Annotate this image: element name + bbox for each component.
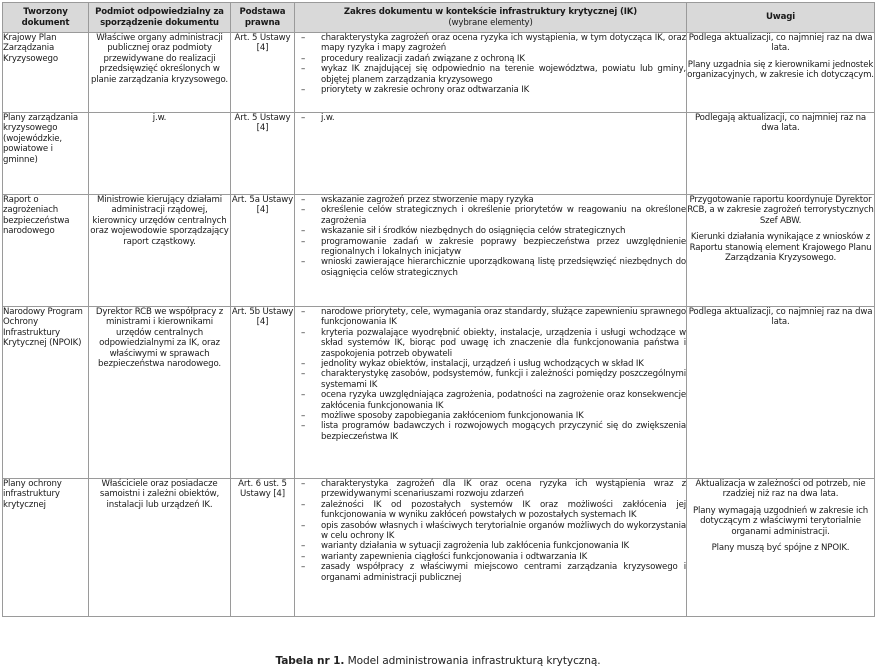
scope-item: – zależności IK od pozostałych systemów IK oraz możliwości zakłócenia jej funkcjonowania w wyniku zakłóceń powstałych w pozostałych systemach IK bbox=[295, 500, 686, 521]
legal-basis: Art. 5 Ustawy [4] bbox=[231, 113, 295, 195]
scope-item: – warianty działania w sytuacji zagrożenia lub zakłócenia funkcjonowania IK bbox=[295, 541, 686, 551]
scope-list bbox=[295, 113, 686, 123]
responsible-entity: Dyrektor RCB we współpracy z ministrami i kierownikami urzędów centralnych odpowiedzialnymi za IK, oraz właściwymi w sprawach bezpieczeństwa narodowego. bbox=[89, 307, 231, 479]
notes-cell bbox=[687, 113, 875, 195]
header-document: Tworzony dokument bbox=[3, 3, 89, 33]
table-row bbox=[3, 33, 875, 113]
legal-basis: Art. 6 ust. 5 Ustawy [4] bbox=[231, 479, 295, 617]
note-paragraph: Kierunki działania wynikające z wniosków z Raportu stanowią element Krajowego Planu Zarządzania Kryzysowego. bbox=[689, 232, 872, 264]
table-body bbox=[3, 33, 875, 617]
table-header-row bbox=[3, 3, 875, 33]
header-scope-title: Zakres dokumentu w kontekście infrastruktury krytycznej (IK) bbox=[343, 7, 638, 18]
header-legal-basis: Podstawa prawna bbox=[231, 3, 295, 33]
scope-item: – ocena ryzyka uwzględniająca zagrożenia, podatności na zagrożenie oraz konsekwencje zakłócenia funkcjonowania IK bbox=[295, 390, 686, 411]
note-paragraph: Podlegają aktualizacji, co najmniej raz na dwa lata. bbox=[694, 113, 867, 134]
document-name: Krajowy Plan Zarządzania Kryzysowego bbox=[3, 33, 89, 113]
table-row bbox=[3, 479, 875, 617]
notes-cell bbox=[687, 33, 875, 113]
scope-list bbox=[295, 195, 686, 278]
note-paragraph: Plany muszą być spójne z NPOIK. bbox=[711, 543, 850, 554]
legal-basis: Art. 5 Ustawy [4] bbox=[231, 33, 295, 113]
document-name: Narodowy Program Ochrony Infrastruktury Krytycznej (NPOIK) bbox=[3, 307, 89, 479]
document-name: Raport o zagrożeniach bezpieczeństwa narodowego bbox=[3, 195, 89, 307]
header-scope-subtitle: (wybrane elementy) bbox=[448, 17, 533, 28]
scope-item: – kryteria pozwalające wyodrębnić obiekty, instalacje, urządzenia i usługi wchodzące w skład systemów IK, biorąc pod uwagę ich znaczenie dla funkcjonowania państwa i zaspokojenia potrzeb obywateli bbox=[295, 328, 686, 359]
caption-text: Model administrowania infrastrukturą krytyczną. bbox=[344, 655, 601, 667]
scope-item: – charakterystykę zasobów, podsystemów, funkcji i zależności pomiędzy poszczególnymi systemami IK bbox=[295, 369, 686, 390]
legal-basis: Art. 5b Ustawy [4] bbox=[231, 307, 295, 479]
scope-item: – charakterystyka zagrożeń dla IK oraz ocena ryzyka ich wystąpienia wraz z przewidywanymi scenariuszami rozwoju zdarzeń bbox=[295, 479, 686, 500]
document-table bbox=[2, 2, 875, 617]
note-paragraph: Przygotowanie raportu koordynuje Dyrektor RCB, a w zakresie zagrożeń terrorystycznych Szef ABW. bbox=[687, 195, 874, 226]
scope-item: – opis zasobów własnych i właściwych terytorialnie organów możliwych do wykorzystania w celu ochrony IK bbox=[295, 521, 686, 542]
scope-item: – j.w. bbox=[295, 113, 686, 123]
note-paragraph: Podlega aktualizacji, co najmniej raz na dwa lata. bbox=[688, 33, 873, 54]
caption-label: Tabela nr 1. bbox=[275, 655, 345, 667]
scope-item: – programowanie zadań w zakresie poprawy bezpieczeństwa przez uwzględnienie regionalnych i lokalnych inicjatyw bbox=[295, 237, 686, 258]
scope-item: – warianty zapewnienia ciągłości funkcjonowania i odtwarzania IK bbox=[295, 552, 686, 562]
scope-item: – zasady współpracy z właściwymi miejscowo centrami zarządzania kryzysowego i organami administracji publicznej bbox=[295, 562, 686, 583]
scope-cell bbox=[295, 479, 687, 617]
note-paragraph: Podlega aktualizacji, co najmniej raz na dwa lata. bbox=[688, 307, 873, 328]
scope-item: – narodowe priorytety, cele, wymagania oraz standardy, służące zapewnieniu sprawnego funkcjonowania IK bbox=[295, 307, 686, 328]
scope-item: – wskazanie zagrożeń przez stworzenie mapy ryzyka bbox=[295, 195, 686, 205]
scope-item: – wnioski zawierające hierarchicznie uporządkowaną listę przedsięwzięć niezbędnych do osiągnięcia celów strategicznych bbox=[295, 257, 686, 278]
table-row bbox=[3, 195, 875, 307]
notes-cell bbox=[687, 195, 875, 307]
note-paragraph: Aktualizacja w zależności od potrzeb, nie rzadziej niż raz na dwa lata. bbox=[695, 479, 866, 500]
document-name: Plany ochrony infrastruktury krytycznej bbox=[3, 479, 89, 617]
scope-item: – możliwe sposoby zapobiegania zakłóceniom funkcjonowania IK bbox=[295, 411, 686, 421]
header-notes: Uwagi bbox=[687, 3, 875, 33]
header-entity: Podmiot odpowiedzialny za sporządzenie dokumentu bbox=[89, 3, 231, 33]
notes-cell bbox=[687, 479, 875, 617]
scope-cell bbox=[295, 307, 687, 479]
scope-item: – jednolity wykaz obiektów, instalacji, urządzeń i usług wchodzących w skład IK bbox=[295, 359, 686, 369]
responsible-entity: Ministrowie kierujący działami administracji rządowej, kierownicy urzędów centralnych oraz wojewodowie sporządzający raport cząstkowy. bbox=[89, 195, 231, 307]
scope-item: – lista programów badawczych i rozwojowych mogących przyczynić się do zwiększenia bezpieczeństwa IK bbox=[295, 421, 686, 442]
scope-item: – wykaz IK znajdującej się odpowiednio na terenie województwa, powiatu lub gminy, objętej planem zarządzania kryzysowego bbox=[295, 64, 686, 85]
scope-cell bbox=[295, 33, 687, 113]
table-row bbox=[3, 307, 875, 479]
note-paragraph: Plany uzgadnia się z kierownikami jednostek organizacyjnych, w zakresie ich dotyczącym. bbox=[687, 59, 874, 81]
legal-basis: Art. 5a Ustawy [4] bbox=[231, 195, 295, 307]
scope-item: – określenie celów strategicznych i określenie priorytetów w reagowaniu na określone zagrożenia bbox=[295, 205, 686, 226]
scope-item: – procedury realizacji zadań związane z ochroną IK bbox=[295, 54, 686, 64]
notes-cell bbox=[687, 307, 875, 479]
scope-list bbox=[295, 33, 686, 95]
scope-list bbox=[295, 479, 686, 583]
header-scope bbox=[295, 3, 687, 33]
scope-list bbox=[295, 307, 686, 442]
scope-cell bbox=[295, 195, 687, 307]
scope-item: – charakterystyka zagrożeń oraz ocena ryzyka ich wystąpienia, w tym dotycząca IK, oraz mapy ryzyka i mapy zagrożeń bbox=[295, 33, 686, 54]
responsible-entity: Właściciele oraz posiadacze samoistni i zależni obiektów, instalacji lub urządzeń IK. bbox=[89, 479, 231, 617]
scope-cell bbox=[295, 113, 687, 195]
table-row bbox=[3, 113, 875, 195]
scope-item: – wskazanie sił i środków niezbędnych do osiągnięcia celów strategicznych bbox=[295, 226, 686, 236]
scope-item: – priorytety w zakresie ochrony oraz odtwarzania IK bbox=[295, 85, 686, 95]
responsible-entity: Właściwe organy administracji publicznej oraz podmioty przewidywane do realizacji przedsięwzięć określonych w planie zarządzania kryzysowego. bbox=[89, 33, 231, 113]
note-paragraph: Plany wymagają uzgodnień w zakresie ich dotyczącym z właściwymi terytorialnie organami administracji. bbox=[692, 505, 869, 537]
responsible-entity: j.w. bbox=[89, 113, 231, 195]
table-caption bbox=[0, 655, 876, 667]
document-name: Plany zarządzania kryzysowego (wojewódzkie, powiatowe i gminne) bbox=[3, 113, 89, 195]
